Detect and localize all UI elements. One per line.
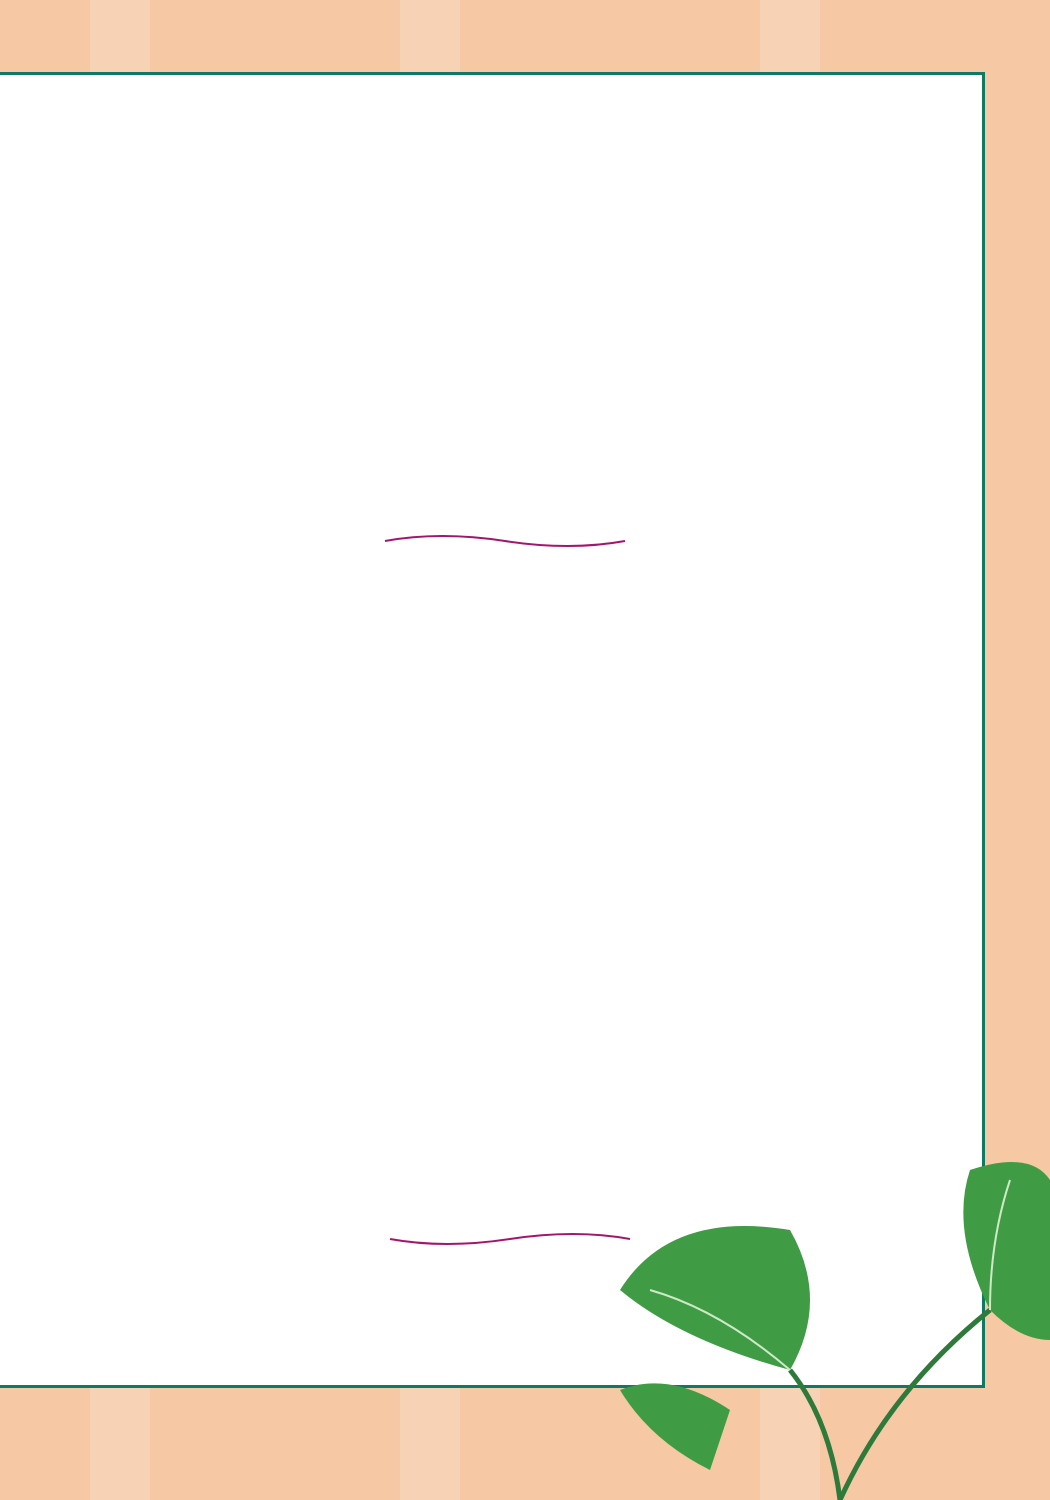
hebrew-line-5 — [0, 408, 1050, 443]
dotted-border-top — [0, 86, 970, 100]
translit-line-3 — [0, 702, 1025, 731]
vine-divider-icon — [380, 526, 630, 556]
translit-line-5 — [0, 833, 1025, 862]
hebrew-line-3 — [0, 264, 1050, 299]
leaf-decoration-icon — [590, 1140, 1050, 1500]
